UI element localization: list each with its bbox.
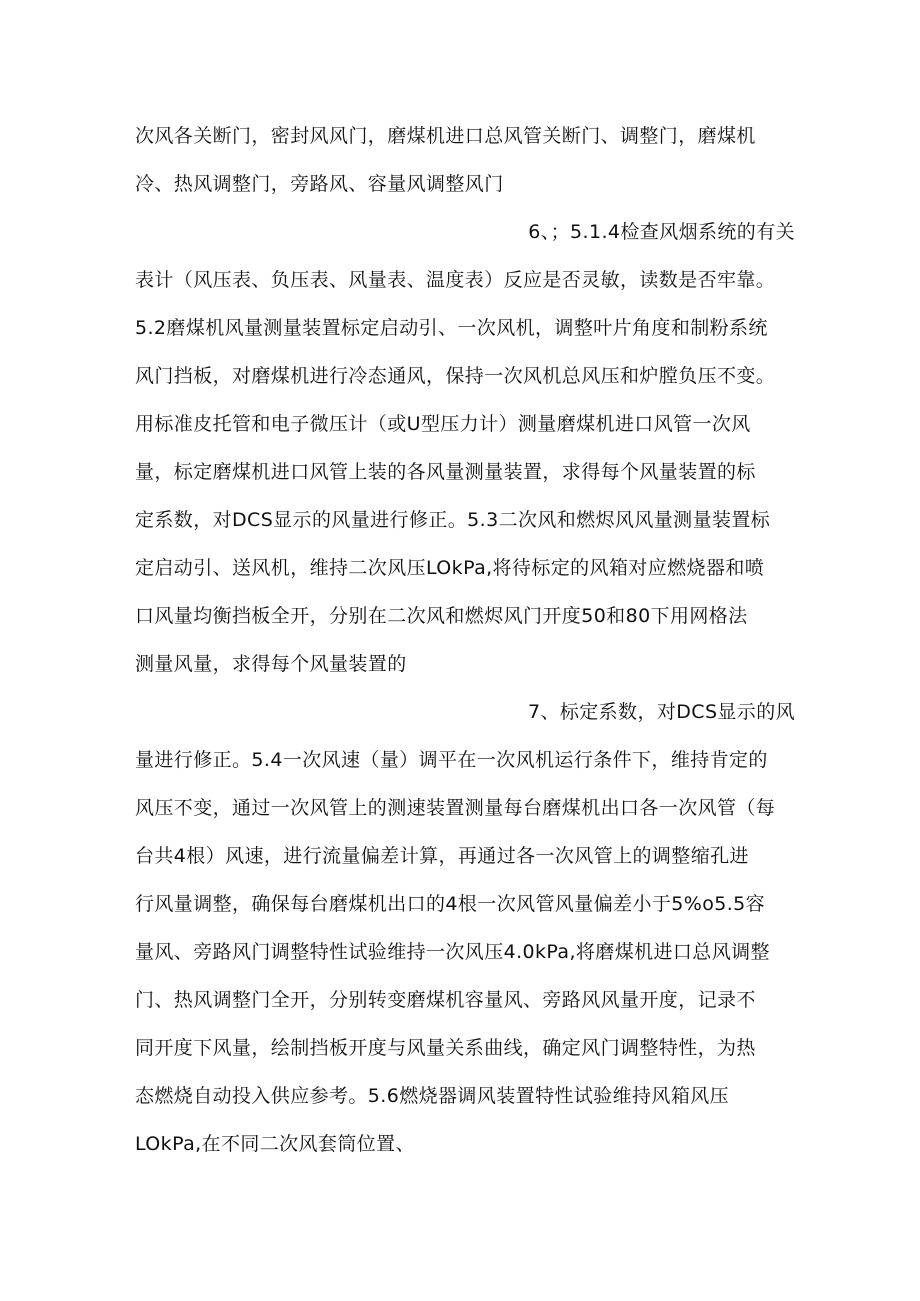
text-line: 风门挡板，对磨煤机进行冷态通风，保持一次风机总风压和炉膛负压不变。	[135, 365, 776, 387]
text-line: 口风量均衡挡板全开，分别在二次风和燃烬风门开度50和80下用网格法	[135, 605, 748, 627]
text-line: 定启动引、送风机，维持二次风压LOkPa,将待标定的风箱对应燃烧器和喷	[135, 557, 765, 579]
text-line: 7、标定系数，对DCS显示的风	[527, 701, 795, 723]
text-line: 风压不变，通过一次风管上的测速装置测量每台磨煤机出口各一次风管（每	[135, 797, 776, 819]
text-line: 测量风量，求得每个风量装置的	[135, 653, 407, 675]
text-line: 门、热风调整门全开，分别转变磨煤机容量风、旁路风风量开度，记录不	[135, 989, 756, 1011]
text-line: 行风量调整，确保每台磨煤机出口的4根一次风管风量偏差小于5%o5.5容	[135, 893, 766, 915]
text-line: 冷、热风调整门，旁路风、容量风调整风门	[135, 173, 504, 195]
text-line: 量风、旁路风门调整特性试验维持一次风压4.0kPa,将磨煤机进口总风调整	[135, 941, 770, 963]
text-line: 次风各关断门，密封风风门，磨煤机进口总风管关断门、调整门，磨煤机	[135, 125, 756, 147]
text-line: 用标准皮托管和电子微压计（或U型压力计）测量磨煤机进口风管一次风	[135, 413, 751, 435]
text-line: LOkPa,在不同二次风套筒位置、	[135, 1133, 415, 1155]
text-line: 6、；5.1.4检查风烟系统的有关	[528, 221, 795, 243]
text-line: 表计（风压表、负压表、风量表、温度表）反应是否灵敏，读数是否牢靠。	[135, 269, 776, 291]
text-line: 5.2磨煤机风量测量装置标定启动引、一次风机，调整叶片角度和制粉系统	[135, 317, 768, 339]
text-line: 同开度下风量，绘制挡板开度与风量关系曲线，确定风门调整特性，为热	[135, 1037, 756, 1059]
text-line: 台共4根）风速，进行流量偏差计算，再通过各一次风管上的调整缩孔进	[135, 845, 749, 867]
text-line: 态燃烧自动投入供应参考。5.6燃烧器调风装置特性试验维持风箱风压	[135, 1085, 730, 1107]
text-line: 量进行修正。5.4一次风速（量）调平在一次风机运行条件下，维持肯定的	[135, 749, 768, 771]
text-line: 量，标定磨煤机进口风管上装的各风量测量装置，求得每个风量装置的标	[135, 461, 756, 483]
text-line: 定系数，对DCS显示的风量进行修正。5.3二次风和燃烬风风量测量装置标	[135, 509, 771, 531]
